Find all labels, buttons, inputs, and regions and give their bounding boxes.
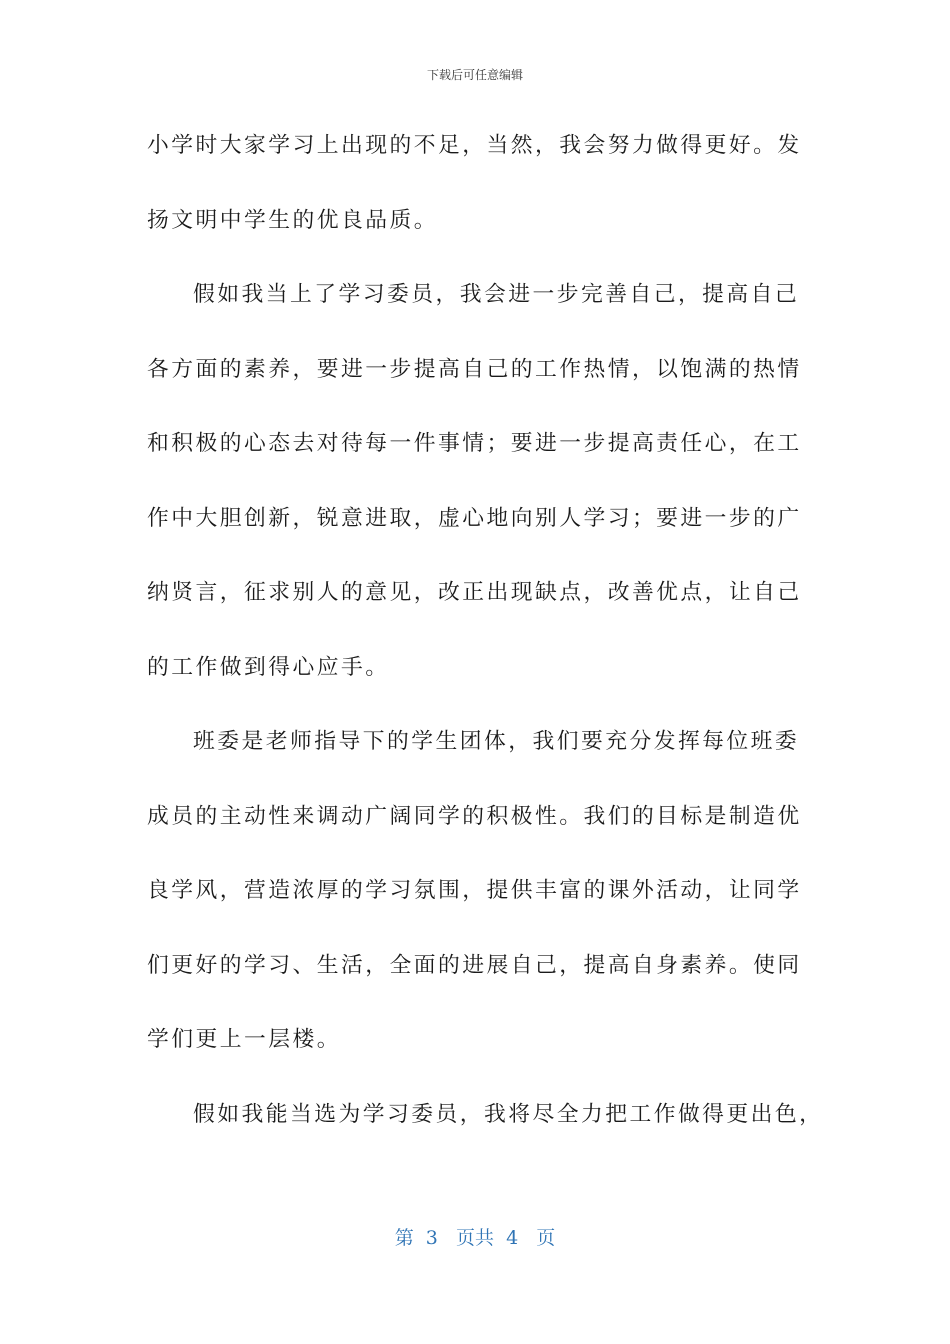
text-line: 和积极的心态去对待每一件事情；要进一步提高责任心，在工 — [147, 431, 802, 456]
page-header: 下载后可任意编辑 — [426, 68, 523, 82]
text-line: 的工作做到得心应手。 — [147, 654, 390, 680]
text-line: 作中大胆创新，锐意进取，虚心地向别人学习；要进一步的广 — [147, 505, 802, 531]
document-body — [147, 120, 824, 1163]
text-line: 们更好的学习、生活，全面的进展自己，提高自身素养。使同 — [147, 952, 802, 978]
paragraph-start-line: 假如我当上了学习委员，我会进一步完善自己，提高自己 — [193, 282, 800, 307]
text-line: 良学风，营造浓厚的学习氛围，提供丰富的课外活动，让同学 — [147, 878, 802, 903]
page-number-footer: 第 3 页共 4 页 — [394, 1227, 556, 1249]
text-line: 学们更上一层楼。 — [147, 1027, 341, 1052]
text-line: 扬文明中学生的优良品质。 — [147, 207, 438, 233]
text-line: 纳贤言，征求别人的意见，改正出现缺点，改善优点，让自己 — [147, 580, 802, 605]
text-line: 小学时大家学习上出现的不足，当然，我会努力做得更好。发 — [147, 133, 802, 158]
text-line: 各方面的素养，要进一步提高自己的工作热情，以饱满的热情 — [147, 356, 802, 382]
paragraph-start-line: 假如我能当选为学习委员，我将尽全力把工作做得更出色， — [193, 1101, 824, 1127]
text-line: 成员的主动性来调动广阔同学的积极性。我们的目标是制造优 — [147, 803, 802, 829]
paragraph-start-line: 班委是老师指导下的学生团体，我们要充分发挥每位班委 — [193, 729, 800, 754]
